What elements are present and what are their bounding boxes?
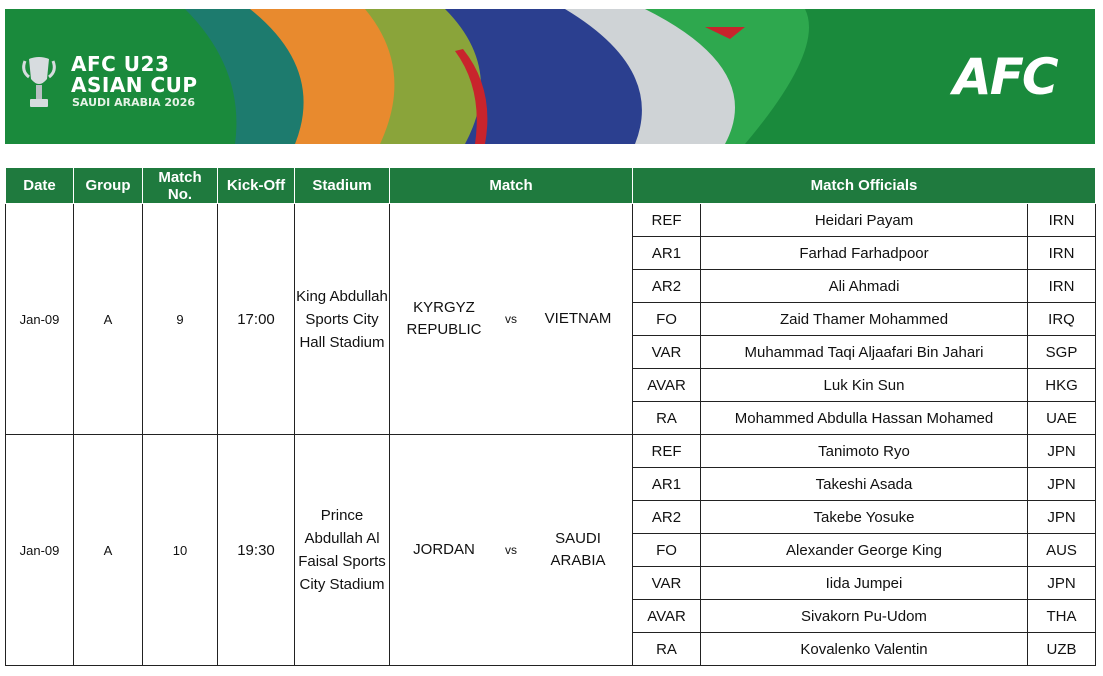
- header-match-no: [143, 168, 218, 204]
- match-group: A: [74, 204, 143, 435]
- match-group: A: [74, 435, 143, 666]
- official-role: RA: [633, 633, 701, 666]
- trophy-icon: [19, 55, 59, 115]
- official-role: FO: [633, 303, 701, 336]
- official-name: Heidari Payam: [701, 204, 1028, 237]
- home-team: JORDAN: [413, 541, 475, 558]
- away-team: VIETNAM: [544, 310, 612, 327]
- official-role: VAR: [633, 567, 701, 600]
- match-date: Jan-09: [6, 204, 74, 435]
- official-role: VAR: [633, 336, 701, 369]
- official-country: UAE: [1028, 402, 1096, 435]
- official-country: UZB: [1028, 633, 1096, 666]
- official-name: Sivakorn Pu-Udom: [701, 600, 1028, 633]
- official-name: Alexander George King: [701, 534, 1028, 567]
- official-role: REF: [633, 204, 701, 237]
- header-match-no-line1: Match: [158, 168, 202, 186]
- official-name: Ali Ahmadi: [701, 270, 1028, 303]
- away-team: SAUDI ARABIA: [550, 530, 606, 569]
- official-role: AR2: [633, 270, 701, 303]
- afc-logo: AFC: [953, 48, 1057, 106]
- official-country: AUS: [1028, 534, 1096, 567]
- official-name: Farhad Farhadpoor: [701, 237, 1028, 270]
- header-kickoff: Kick-Off: [218, 168, 295, 204]
- official-name: Muhammad Taqi Aljaafari Bin Jahari: [701, 336, 1028, 369]
- tournament-host: SAUDI ARABIA 2026: [72, 96, 196, 109]
- match-stadium: King Abdullah Sports City Hall Stadium: [295, 204, 390, 435]
- official-role: FO: [633, 534, 701, 567]
- official-role: AR2: [633, 501, 701, 534]
- official-role: AR1: [633, 237, 701, 270]
- official-country: SGP: [1028, 336, 1096, 369]
- table-row: [6, 435, 1096, 468]
- match-kickoff: 17:00: [218, 204, 295, 435]
- match-kickoff: 19:30: [218, 435, 295, 666]
- official-country: IRQ: [1028, 303, 1096, 336]
- official-name: Luk Kin Sun: [701, 369, 1028, 402]
- vs-label: vs: [505, 312, 517, 326]
- match-number: 9: [143, 204, 218, 435]
- official-name: Tanimoto Ryo: [701, 435, 1028, 468]
- official-role: RA: [633, 402, 701, 435]
- header-officials: Match Officials: [633, 168, 1096, 204]
- fixtures-table: [5, 168, 1096, 666]
- official-role: REF: [633, 435, 701, 468]
- official-name: Zaid Thamer Mohammed: [701, 303, 1028, 336]
- official-country: JPN: [1028, 435, 1096, 468]
- official-country: IRN: [1028, 204, 1096, 237]
- official-country: JPN: [1028, 468, 1096, 501]
- match-stadium: Prince Abdullah Al Faisal Sports City Stadium: [295, 435, 390, 666]
- match-teams: [390, 204, 633, 435]
- match-teams: [390, 435, 633, 666]
- official-role: AVAR: [633, 600, 701, 633]
- official-name: Iida Jumpei: [701, 567, 1028, 600]
- match-number: 10: [143, 435, 218, 666]
- official-country: THA: [1028, 600, 1096, 633]
- official-country: IRN: [1028, 237, 1096, 270]
- header-stadium: Stadium: [295, 168, 390, 204]
- official-country: JPN: [1028, 501, 1096, 534]
- header-match-no-line2: No.: [167, 185, 193, 203]
- header-group: Group: [74, 168, 143, 204]
- official-role: AVAR: [633, 369, 701, 402]
- header-date: Date: [6, 168, 74, 204]
- home-team: KYRGYZ REPUBLIC: [406, 299, 482, 338]
- match-date: Jan-09: [6, 435, 74, 666]
- tournament-banner: [5, 9, 1095, 144]
- tournament-logo: [19, 53, 209, 123]
- official-name: Kovalenko Valentin: [701, 633, 1028, 666]
- official-name: Takeshi Asada: [701, 468, 1028, 501]
- official-name: Mohammed Abdulla Hassan Mohamed: [701, 402, 1028, 435]
- official-country: HKG: [1028, 369, 1096, 402]
- official-country: JPN: [1028, 567, 1096, 600]
- header-match: Match: [390, 168, 633, 204]
- official-role: AR1: [633, 468, 701, 501]
- table-row: [6, 204, 1096, 237]
- tournament-name-line1: AFC U23: [71, 52, 170, 76]
- tournament-name-line2: ASIAN CUP: [71, 73, 198, 97]
- vs-label: vs: [505, 543, 517, 557]
- table-header-row: [6, 168, 1096, 204]
- official-name: Takebe Yosuke: [701, 501, 1028, 534]
- official-country: IRN: [1028, 270, 1096, 303]
